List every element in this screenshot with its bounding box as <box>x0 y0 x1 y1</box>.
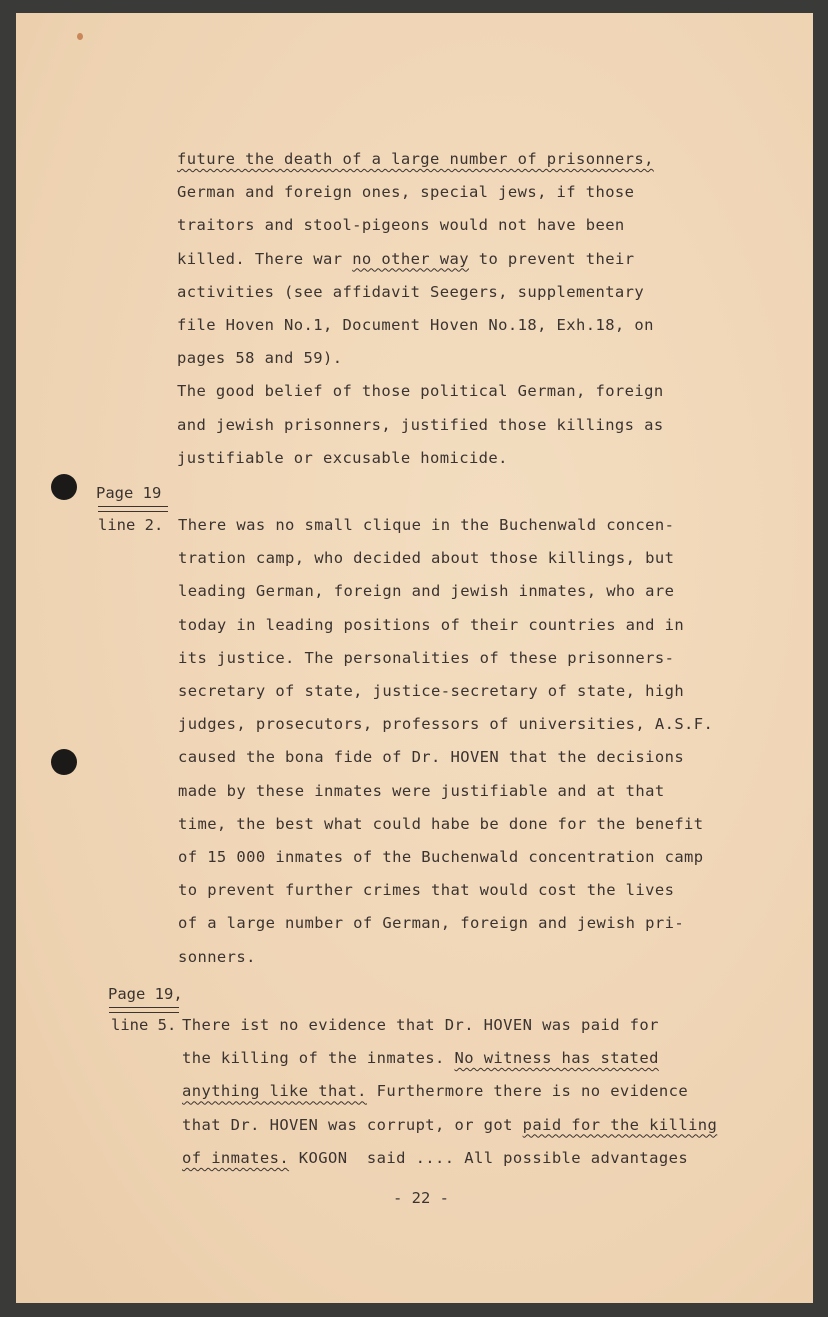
text-run: of 15 000 inmates of the Buchenwald concentration camp <box>178 848 704 866</box>
text-run: to prevent their <box>468 249 635 268</box>
double-rule-1 <box>98 506 168 512</box>
page-reference-1: Page 19 <box>96 484 162 502</box>
underlined-text: anything like that. <box>182 1082 367 1101</box>
text-run: German and foreign ones, special jews, if those <box>177 183 635 202</box>
text-run: of a large number of German, foreign and jewish pri- <box>178 914 685 933</box>
text-run: leading German, foreign and jewish inmates, who are <box>178 582 675 601</box>
text-run: to prevent further crimes that would cost the lives <box>178 881 675 900</box>
text-line <box>177 150 654 168</box>
punch-hole-bottom <box>51 749 77 775</box>
underlined-text: paid for the killing <box>522 1115 718 1134</box>
underlined-text: No witness has stated <box>454 1049 659 1068</box>
text-run: tration camp, who decided about those killings, but <box>178 549 675 568</box>
underlined-text: of inmates. <box>182 1148 290 1167</box>
text-run: traitors and stool-pigeons would not have been <box>177 216 625 235</box>
text-run: There was no small clique in the Buchenwald concen- <box>178 516 675 534</box>
text-run: sonners. <box>178 947 256 966</box>
text-run: time, the best what could habe be done for the benefit <box>178 814 704 833</box>
text-run: justifiable or excusable homicide. <box>177 448 508 467</box>
text-run: the killing of the inmates. <box>182 1049 455 1068</box>
text-line <box>177 349 342 367</box>
page-reference-2: Page 19, <box>108 985 183 1003</box>
text-line <box>178 682 684 700</box>
text-line <box>182 1016 659 1034</box>
text-run: caused the bona fide of Dr. HOVEN that the decisions <box>178 748 685 767</box>
text-run: Furthermore there is no evidence <box>366 1082 689 1101</box>
text-line <box>182 1149 688 1167</box>
text-run: There ist no evidence that Dr. HOVEN was paid for <box>182 1016 659 1034</box>
text-run: file Hoven No.1, Document Hoven No.18, Exh.18, on <box>177 316 654 334</box>
punch-hole-top <box>51 474 77 500</box>
text-run: judges, prosecutors, professors of universities, A.S.F. <box>178 715 714 734</box>
text-line <box>177 382 664 400</box>
text-line <box>178 549 674 567</box>
text-line <box>178 881 674 899</box>
underlined-text: no other way <box>352 249 469 268</box>
text-run: activities (see affidavit Seegers, supplementary <box>177 282 645 301</box>
text-line <box>178 582 674 600</box>
text-line <box>178 815 704 833</box>
double-rule-2 <box>109 1007 179 1013</box>
line-reference-1: line 2. <box>98 516 164 534</box>
paper-speck <box>77 33 83 40</box>
text-line <box>178 782 665 800</box>
document-page <box>16 13 813 1303</box>
text-line <box>177 316 654 334</box>
text-line <box>177 216 625 234</box>
text-line <box>182 1049 659 1067</box>
text-line <box>177 449 508 467</box>
underlined-text: future the death of a large number of prisonners, <box>177 150 654 168</box>
text-run: KOGON said .... All possible advantages <box>289 1148 689 1167</box>
text-run: and jewish prisonners, justified those killings as <box>177 415 664 434</box>
text-run: killed. There war <box>177 249 353 268</box>
text-line <box>178 715 713 733</box>
text-line <box>178 616 684 634</box>
text-line <box>178 848 704 866</box>
text-line <box>178 516 674 534</box>
text-line <box>178 914 684 932</box>
text-run: its justice. The personalities of these prisonners- <box>178 648 675 667</box>
text-line <box>178 948 256 966</box>
text-line <box>177 416 664 434</box>
text-line <box>177 183 634 201</box>
text-run: that Dr. HOVEN was corrupt, or got <box>182 1115 523 1134</box>
text-run: today in leading positions of their countries and in <box>178 615 685 634</box>
text-line <box>182 1116 717 1134</box>
text-run: The good belief of those political German, foreign <box>177 382 664 401</box>
text-line <box>177 283 644 301</box>
text-run: secretary of state, justice-secretary of state, high <box>178 682 685 700</box>
text-line <box>177 250 634 268</box>
text-run: pages 58 and 59). <box>177 349 343 368</box>
line-reference-2: line 5. <box>111 1016 177 1034</box>
text-line <box>178 649 674 667</box>
text-run: made by these inmates were justifiable and at that <box>178 781 665 800</box>
text-line <box>178 748 684 766</box>
page-number: - 22 - <box>393 1189 449 1207</box>
text-line <box>182 1082 688 1100</box>
